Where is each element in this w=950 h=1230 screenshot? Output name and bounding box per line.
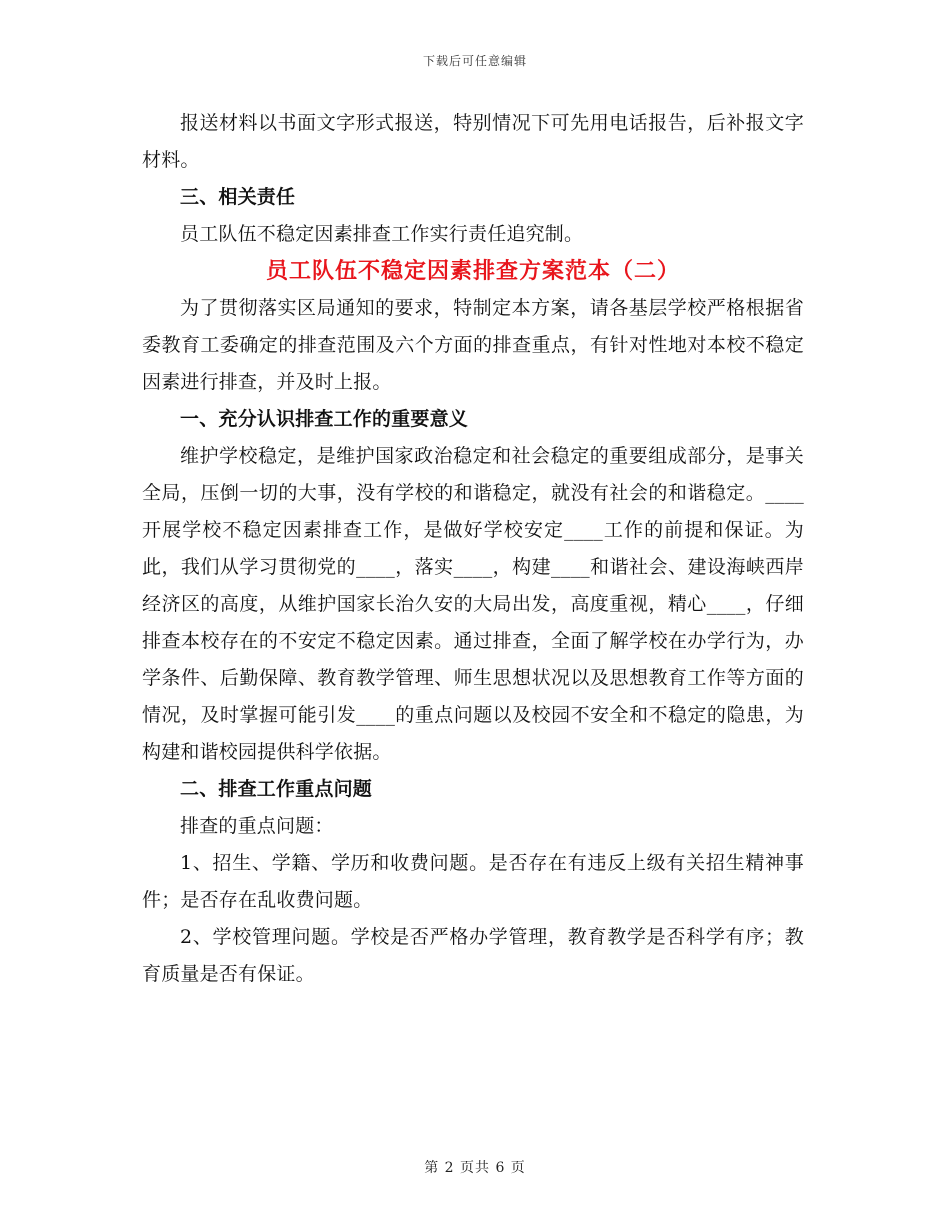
- list-item-management: 2、学校管理问题。学校是否严格办学管理，教育教学是否科学有序；教育质量是否有保证。: [142, 926, 804, 985]
- page-footer: 第 2 页共 6 页: [424, 1160, 526, 1176]
- paragraph-report-materials: 报送材料以书面文字形式报送，特别情况下可先用电话报告，后补报文字材料。: [142, 112, 804, 171]
- page-header: 下载后可任意编辑: [422, 54, 527, 68]
- paragraph-responsibility: 员工队伍不稳定因素排查工作实行责任追究制。: [180, 223, 584, 245]
- section-heading-significance: 一、充分认识排查工作的重要意义: [180, 408, 469, 430]
- paragraph-significance: 维护学校稳定，是维护国家政治稳定和社会稳定的重要组成部分，是事关全局，压倒一切的大事，没有学校的和谐稳定，就没有社会的和谐稳定。____开展学校不稳定因素排查工作，是做好学校安定____工作的前提和保证。为此，我们从学习贯彻党的____，落实____，构建____和谐社会、建设海峡西岸经济区的高度，从维护国家长治久安的大局出发，高度重视，精心____，仔细排查本校存在的不安定不稳定因素。通过排查，全面了解学校在办学行为，办学条件、后勤保障、教育教学管理、师生思想状况以及思想教育工作等方面的情况，及时掌握可能引发____的重点问题以及校园不安全和不稳定的隐患，为构建和谐校园提供科学依据。: [142, 445, 804, 763]
- document-title: 员工队伍不稳定因素排查方案范本（二）: [265, 258, 680, 284]
- document-body: [142, 105, 804, 993]
- section-heading-responsibility: 三、相关责任: [180, 186, 296, 208]
- list-item-enrollment: 1、招生、学籍、学历和收费问题。是否存在有违反上级有关招生精神事件；是否存在乱收费问题。: [142, 852, 804, 911]
- section-heading-key-issues: 二、排查工作重点问题: [180, 778, 373, 800]
- paragraph-key-issues-intro: 排查的重点问题：: [180, 815, 334, 837]
- paragraph-intro: 为了贯彻落实区局通知的要求，特制定本方案，请各基层学校严格根据省委教育工委确定的排查范围及六个方面的排查重点，有针对性地对本校不稳定因素进行排查，并及时上报。: [142, 297, 804, 393]
